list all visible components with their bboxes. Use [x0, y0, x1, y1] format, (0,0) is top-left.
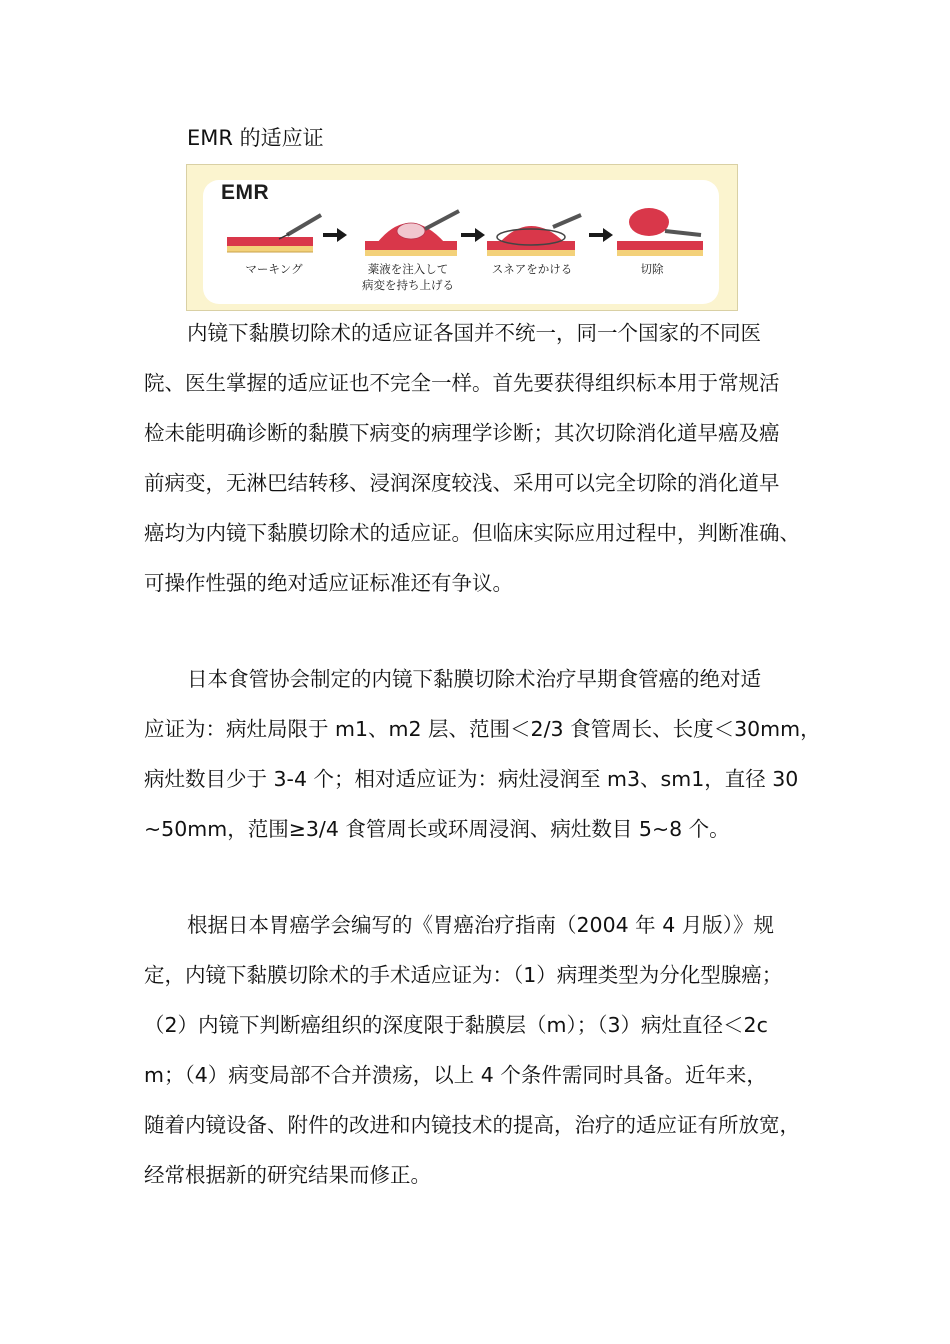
section-heading: EMR 的适应证: [187, 126, 324, 150]
step-4-label-line1: 切除: [640, 262, 664, 276]
figure-title: EMR: [221, 181, 270, 204]
arrow-2: [461, 228, 485, 242]
paragraph-line: （2）内镜下判断癌组织的深度限于黏膜层（m）；（3）病灶直径＜2c: [144, 1013, 768, 1037]
paragraph-line: 日本食管协会制定的内镜下黏膜切除术治疗早期食管癌的绝对适: [187, 667, 761, 691]
paragraph-line: 前病变，无淋巴结转移、浸润深度较浅、采用可以完全切除的消化道早: [144, 471, 780, 495]
paragraph-line: 定，内镜下黏膜切除术的手术适应证为：（1）病理类型为分化型腺癌；: [144, 963, 783, 987]
step-2-label-line2: 病変を持ち上げる: [362, 278, 454, 292]
step-1-marking-graphic: [227, 215, 321, 252]
paragraph-line: 癌均为内镜下黏膜切除术的适应证。但临床实际应用过程中，判断准确、: [144, 521, 800, 545]
step-1-label: [229, 261, 319, 277]
paragraph-line: ~50mm，范围≥3/4 食管周长或环周浸润、病灶数目 5~8 个。: [144, 817, 730, 841]
paragraph-3: [144, 900, 814, 1200]
paragraph-line: 应证为：病灶局限于 m1、m2 层、范围＜2/3 食管周长、长度＜30mm，: [144, 717, 821, 741]
step-2-label: [353, 261, 463, 293]
step-2-injection-graphic: [365, 211, 459, 256]
step-2-label-line1: 薬液を注入して: [367, 262, 449, 276]
emr-procedure-figure: [186, 164, 738, 311]
paragraph-line: m；（4）病变局部不合并溃疡，以上 4 个条件需同时具备。近年来，: [144, 1063, 767, 1087]
step-3-snare-graphic: [487, 215, 581, 256]
paragraph-line: 院、医生掌握的适应证也不完全一样。首先要获得组织标本用于常规活: [144, 371, 780, 395]
step-4-label: [617, 261, 687, 277]
step-3-label: [477, 261, 587, 277]
paragraph-line: 根据日本胃癌学会编写的《胃癌治疗指南（2004 年 4 月版）》规: [187, 913, 775, 937]
step-4-resection-graphic: [617, 208, 703, 256]
arrow-3: [589, 228, 613, 242]
step-3-label-line1: スネアをかける: [491, 262, 573, 276]
arrow-1: [323, 228, 347, 242]
paragraph-1: [144, 308, 814, 608]
paragraph-2: [144, 654, 821, 854]
emr-steps-illustration: [187, 165, 739, 312]
paragraph-line: 随着内镜设备、附件的改进和内镜技术的提高，治疗的适应证有所放宽，: [144, 1113, 800, 1137]
paragraph-line: 内镜下黏膜切除术的适应证各国并不统一，同一个国家的不同医: [187, 321, 761, 345]
paragraph-line: 可操作性强的绝对适应证标准还有争议。: [144, 571, 513, 595]
paragraph-line: 检未能明确诊断的黏膜下病变的病理学诊断；其次切除消化道早癌及癌: [144, 421, 780, 445]
step-1-label-line1: マーキング: [245, 262, 303, 276]
paragraph-line: 经常根据新的研究结果而修正。: [144, 1163, 431, 1187]
paragraph-line: 病灶数目少于 3-4 个；相对适应证为：病灶浸润至 m3、sm1，直径 30: [144, 767, 799, 791]
